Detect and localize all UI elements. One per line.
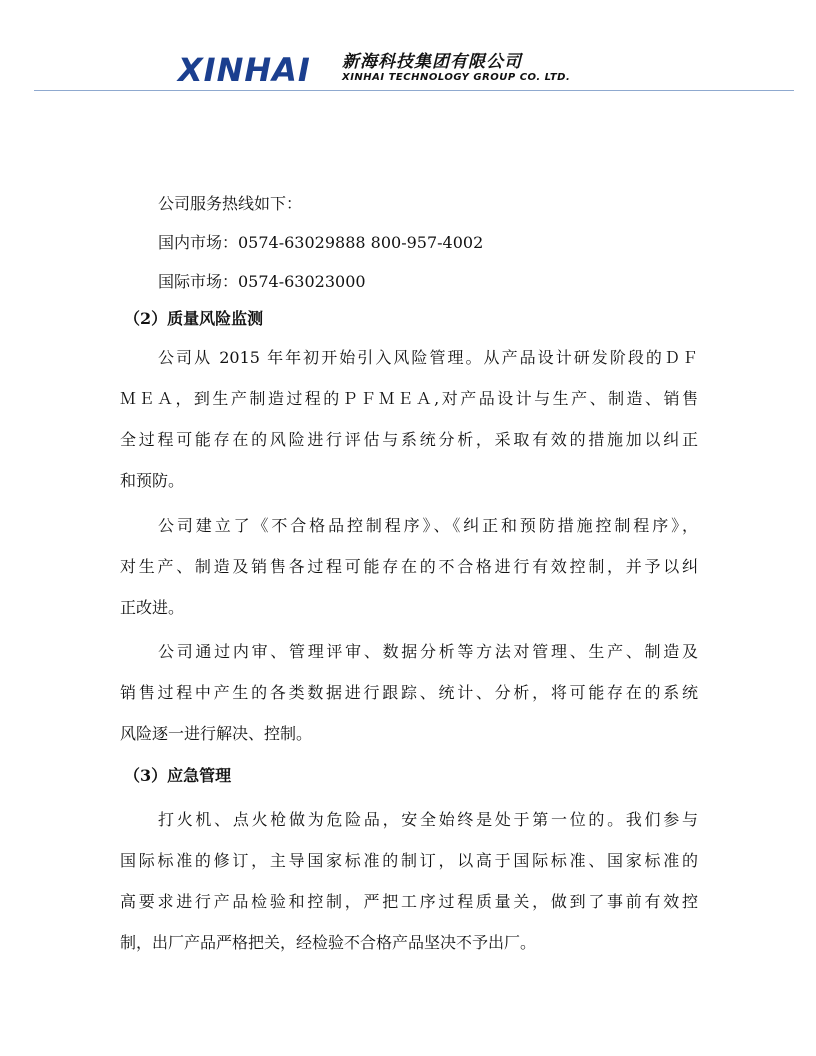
company-name-en: XINHAI TECHNOLOGY GROUP CO. LTD. [342, 72, 571, 83]
header-divider [34, 90, 794, 91]
section-heading-quality-risk: （2）质量风险监测 [124, 309, 264, 328]
hotline-domestic: 国内市场：0574-63029888 800-957-4002 [158, 233, 484, 252]
paragraph-line: 高要求进行产品检验和控制，严把工序过程质量关，做到了事前有效控 [120, 892, 698, 911]
paragraph-line: 对生产、制造及销售各过程可能存在的不合格进行有效控制，并予以纠 [120, 557, 698, 576]
paragraph-line: 制，出厂产品严格把关，经检验不合格产品坚决不予出厂。 [120, 933, 537, 952]
section-heading-emergency: （3）应急管理 [124, 766, 232, 785]
paragraph-line: 国际标准的修订，主导国家标准的制订，以高于国际标准、国家标准的 [120, 851, 698, 870]
paragraph-line: 正改进。 [120, 598, 185, 617]
paragraph-line: 风险逐一进行解决、控制。 [120, 724, 313, 743]
paragraph-line: 销售过程中产生的各类数据进行跟踪、统计、分析，将可能存在的系统 [120, 683, 698, 702]
paragraph-line: 全过程可能存在的风险进行评估与系统分析，采取有效的措施加以纠正 [120, 430, 698, 449]
paragraph-line: 和预防。 [120, 471, 185, 490]
paragraph-line: 公司建立了《不合格品控制程序》、《纠正和预防措施控制程序》， [158, 516, 698, 535]
page-header [0, 0, 816, 96]
paragraph-line: ＭＥＡ，到生产制造过程的ＰＦＭＥＡ,对产品设计与生产、制造、销售 [120, 389, 698, 408]
hotline-international: 国际市场：0574-63023000 [158, 272, 366, 291]
company-logo: XINHAI [178, 51, 311, 89]
hotline-intro: 公司服务热线如下： [158, 194, 303, 213]
paragraph-line: 公司从 2015 年年初开始引入风险管理。从产品设计研发阶段的ＤＦ [158, 348, 698, 367]
paragraph-line: 公司通过内审、管理评审、数据分析等方法对管理、生产、制造及 [158, 642, 698, 661]
paragraph-line: 打火机、点火枪做为危险品，安全始终是处于第一位的。我们参与 [158, 810, 698, 829]
company-name-cn: 新海科技集团有限公司 [342, 52, 522, 72]
